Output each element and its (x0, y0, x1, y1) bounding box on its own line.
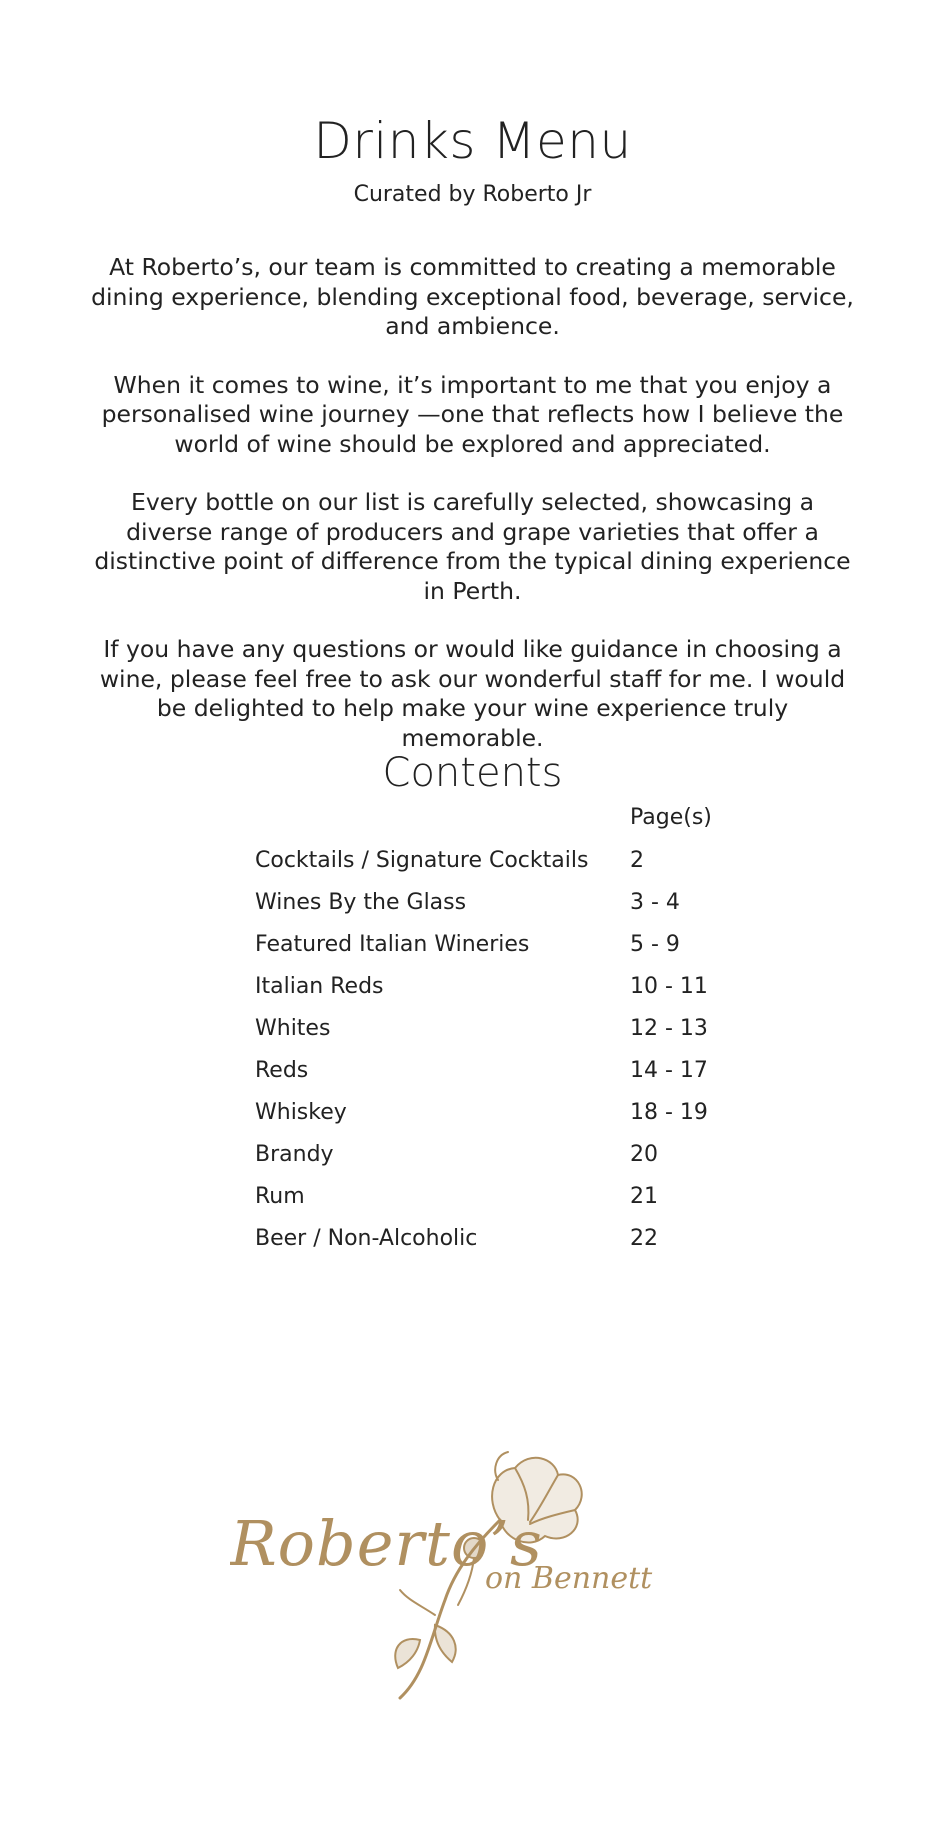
intro-paragraph: At Roberto’s, our team is committed to creating a memorable dining experience, blending exceptional food, beverage, service, and ambience. (91, 253, 854, 340)
robertos-logo (230, 1440, 690, 1700)
contents-pages: 22 (630, 1226, 658, 1251)
logo-name: Roberto’s (230, 1507, 543, 1580)
contents-pages: 5 - 9 (630, 932, 680, 957)
page-title: Drinks Menu (313, 112, 632, 170)
logo-suffix: on Bennett (485, 1561, 653, 1596)
contents-row (255, 1218, 755, 1260)
contents-row (255, 882, 755, 924)
contents-row (255, 966, 755, 1008)
page-subtitle: Curated by Roberto Jr (353, 182, 592, 207)
robertos-wordmark (230, 1507, 653, 1596)
contents-pages: 10 - 11 (630, 974, 708, 999)
contents-title: Contents (382, 750, 563, 796)
contents-row (255, 1050, 755, 1092)
contents-section: Beer / Non-Alcoholic (255, 1226, 478, 1251)
contents-pages: 2 (630, 848, 644, 873)
contents-section: Cocktails / Signature Cocktails (255, 848, 589, 873)
contents-pages: 12 - 13 (630, 1016, 708, 1041)
contents-section: Whites (255, 1016, 331, 1041)
contents-section: Rum (255, 1184, 305, 1209)
contents-section: Featured Italian Wineries (255, 932, 530, 957)
contents-row (255, 924, 755, 966)
contents-row (255, 1176, 755, 1218)
contents-pages: 18 - 19 (630, 1100, 708, 1125)
contents-section: Whiskey (255, 1100, 347, 1125)
intro-paragraph: When it comes to wine, it’s important to me that you enjoy a personalised wine journey —one that reflects how I believe the world of wine should be explored and appreciated. (101, 370, 844, 458)
contents-pages: 20 (630, 1142, 658, 1167)
contents-pages: 21 (630, 1184, 658, 1209)
contents-section: Italian Reds (255, 974, 384, 999)
contents-pages: 14 - 17 (630, 1058, 708, 1083)
intro-paragraph: Every bottle on our list is carefully selected, showcasing a diverse range of producers and grape varieties that offer a distinctive point of difference from the typical dining experience in Perth. (94, 488, 851, 605)
contents-pages: 3 - 4 (630, 890, 680, 915)
pages-column-header: Page(s) (630, 805, 712, 830)
contents-section: Wines By the Glass (255, 890, 467, 915)
contents-section: Brandy (255, 1142, 334, 1167)
contents-row (255, 840, 755, 882)
intro-text (90, 253, 855, 782)
contents-row (255, 1008, 755, 1050)
intro-paragraph: If you have any questions or would like guidance in choosing a wine, please feel free to ask our wonderful staff for me. I would be delighted to help make your wine experience truly memorable. (99, 635, 846, 752)
contents-section: Reds (255, 1058, 309, 1083)
contents-row (255, 1134, 755, 1176)
contents-row (255, 1092, 755, 1134)
